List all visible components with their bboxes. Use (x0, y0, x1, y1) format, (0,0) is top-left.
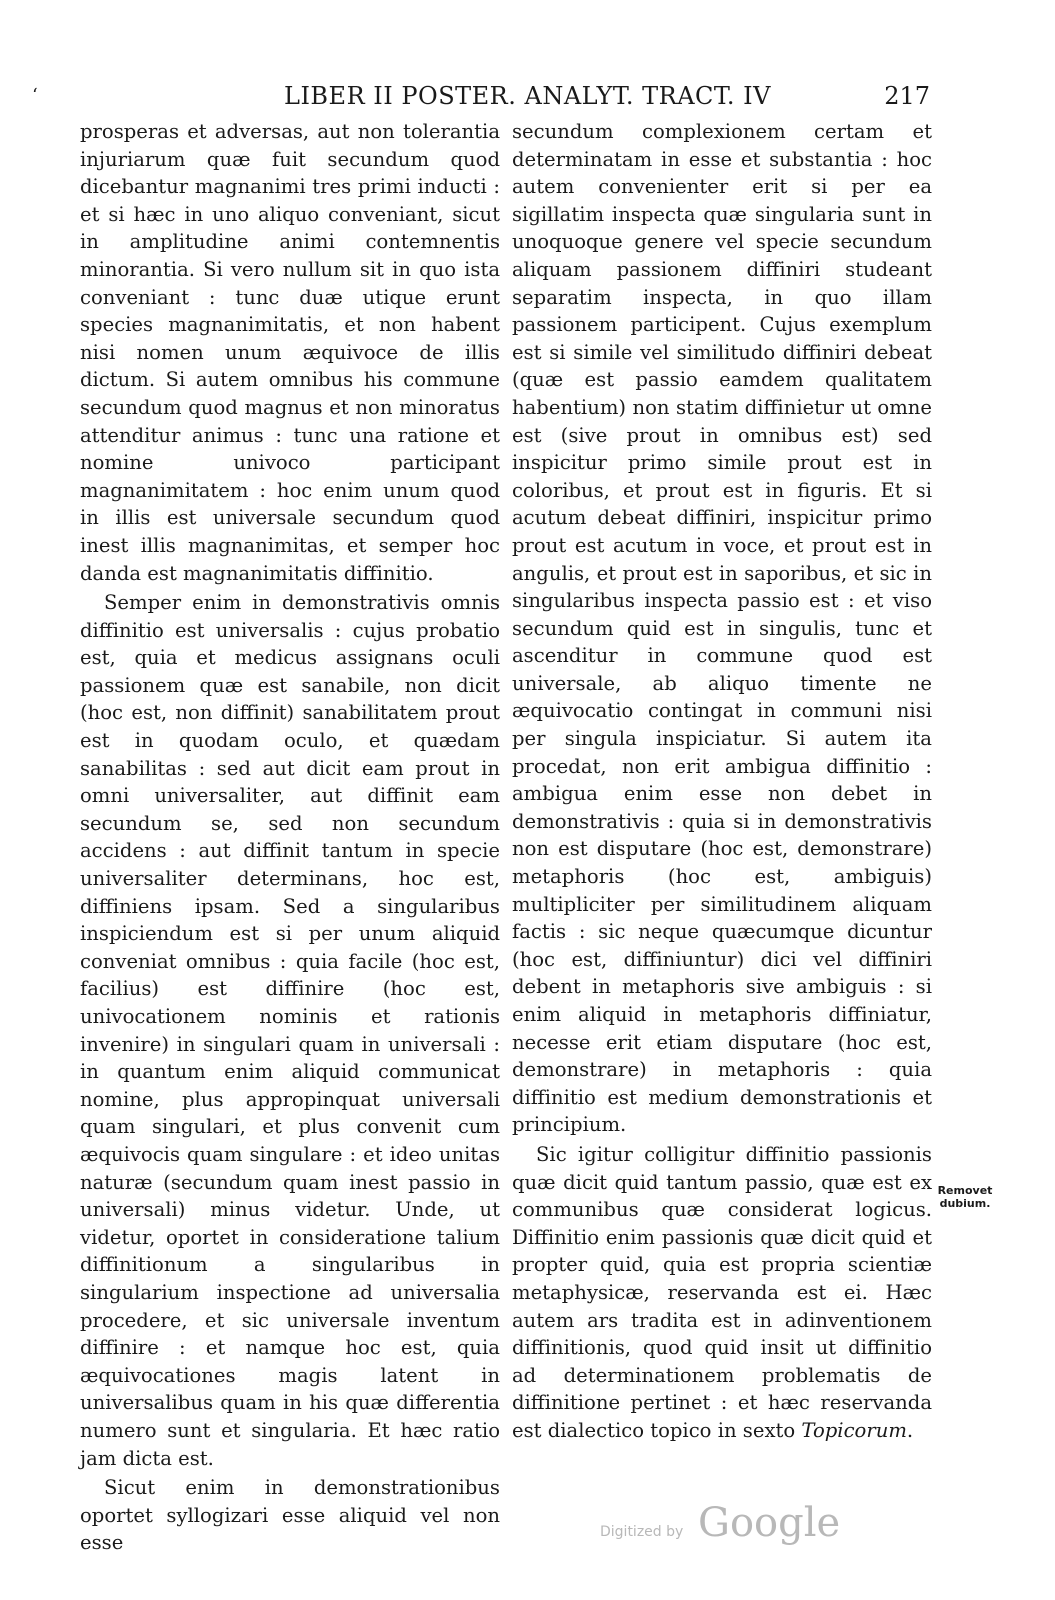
left-column (80, 118, 500, 1557)
digitized-watermark (600, 1500, 880, 1560)
digitized-by-text: Digitized by (600, 1524, 684, 1540)
page-header (32, 76, 930, 116)
right-paragraph-2-end: . (906, 1418, 914, 1442)
right-paragraph-2-text: Sic igitur colligitur diffinitio passionis quæ dicit quid tantum passio, quæ est ex communibus quæ considerat logicus. Diffinitio enim passionis quæ dicit quid et propter quid, quia est propria scientiæ metaphysicæ, reservanda est ei. Hæc autem ars tradita est in adinventionem diffinitionis, quod quid insit ut diffinitio ad determinationem problematis de diffinitione pertinet : et hæc reservanda est dialectico topico in sexto (512, 1142, 932, 1442)
left-paragraph-1: prosperas et adversas, aut non tolerantia injuriarum quæ fuit secundum quod dicebantur magnanimi tres primi inducti : et si hæc in uno aliquo conveniant, sicut in amplitudine animi contemnentis minorantia. Si vero nullum sit in quo ista conveniant : tunc duæ utique erunt species magnanimitatis, et non habent nisi nomen unum æquivoce de illis dictum. Si autem omnibus his commune secundum quod magnus et non minoratus attenditur animus : tunc una ratione et nomine univoco participant magnanimitatem : hoc enim unum quod in illis est universale secundum quod inest illis magnanimitas, et semper hoc danda est magnanimitatis diffinitio. (80, 120, 500, 585)
right-paragraph-2 (512, 1141, 932, 1445)
right-paragraph-1: secundum complexionem certam et determinatam in esse et substantia : hoc autem convenienter erit si per ea sigillatim inspecta quæ singularia sunt in unoquoque genere vel specie secundum aliquam passionem diffiniri studeant separatim inspecta, in quo illam passionem participent. Cujus exemplum est si simile vel similitudo diffiniri debeat (quæ est passio eamdem qualitatem habentium) non statim diffinietur ut omne est (sive prout in omnibus est) sed inspicitur primo simile prout est in coloribus, et prout est in figuris. Et si acutum debeat diffiniri, inspicitur primo prout est acutum in voce, et prout est in angulis, et prout est in saporibus, et sic in singularibus inspecta passio est : et viso secundum quid est in singulis, tunc et ascenditur in commune quod est universale, ab aliquo timente ne æquivocatio contingat in communi nisi per singula inspiciatur. Si autem ita procedat, non erit ambigua diffinitio : ambigua enim esse non debet in demonstrativis : quia si in demonstrativis non est disputare (hoc est, demonstrare) metaphoris (hoc est, ambiguis) multipliciter per similitudinem aliquam factis : sic neque quæcumque dicuntur (hoc est, diffiniuntur) dici vel diffiniri debent in metaphoris sive ambiguis : si enim aliquid in metaphoris diffiniatur, necesse erit etiam disputare (hoc est, demonstrare) in metaphoris : quia diffinitio est medium demonstrationis et principium. (512, 120, 932, 1137)
google-logo: Google (698, 1500, 841, 1546)
margin-note-line-1: Removet (937, 1184, 993, 1197)
margin-note-line-2: dubium. (939, 1197, 991, 1210)
running-title: LIBER II POSTER. ANALYT. TRACT. IV (284, 82, 771, 110)
page-number: 217 (884, 82, 930, 110)
margin-note (920, 1184, 1010, 1210)
right-column (512, 118, 932, 1445)
left-paragraph-3: Sicut enim in demonstrationibus oportet syllogizari esse aliquid vel non esse (80, 1476, 500, 1555)
book-title-italic: Topicorum (801, 1418, 907, 1442)
left-paragraph-2: Semper enim in demonstrativis omnis diffinitio est universalis : cujus probatio est, quia et medicus assignans oculi passionem quæ est sanabile, non dicit (hoc est, non diffinit) sanabilitatem prout est in quodam oculo, et quædam sanabilitas : sed aut dicit eam prout in omni universaliter, aut diffinit eam secundum se, sed non secundum accidens : aut diffinit tantum in specie universaliter determinans, hoc est, diffiniens ipsam. Sed a singularibus inspiciendum est si per unum aliquid conveniat omnibus : quia facile (hoc est, facilius) est diffinire (hoc est, univocationem nominis et rationis invenire) in singulari quam in universali : in quantum enim aliquid communicat nomine, plus appropinquat universali quam singulari, et plus convenit cum æquivocis quam singulare : et ideo unitas naturæ (secundum quam inest passio in universali) minus videtur. Unde, ut videtur, oportet in consideratione talium diffinitionum a singularibus in singularium inspectione ad universalia procedere, et sic universale inventum diffinire : et namque hoc est, quia æquivocationes magis latent in universalibus quam in his quæ differentia numero sunt et singularia. Et hæc ratio jam dicta est. (80, 591, 500, 1470)
margin-mark: ‘ (32, 85, 38, 106)
